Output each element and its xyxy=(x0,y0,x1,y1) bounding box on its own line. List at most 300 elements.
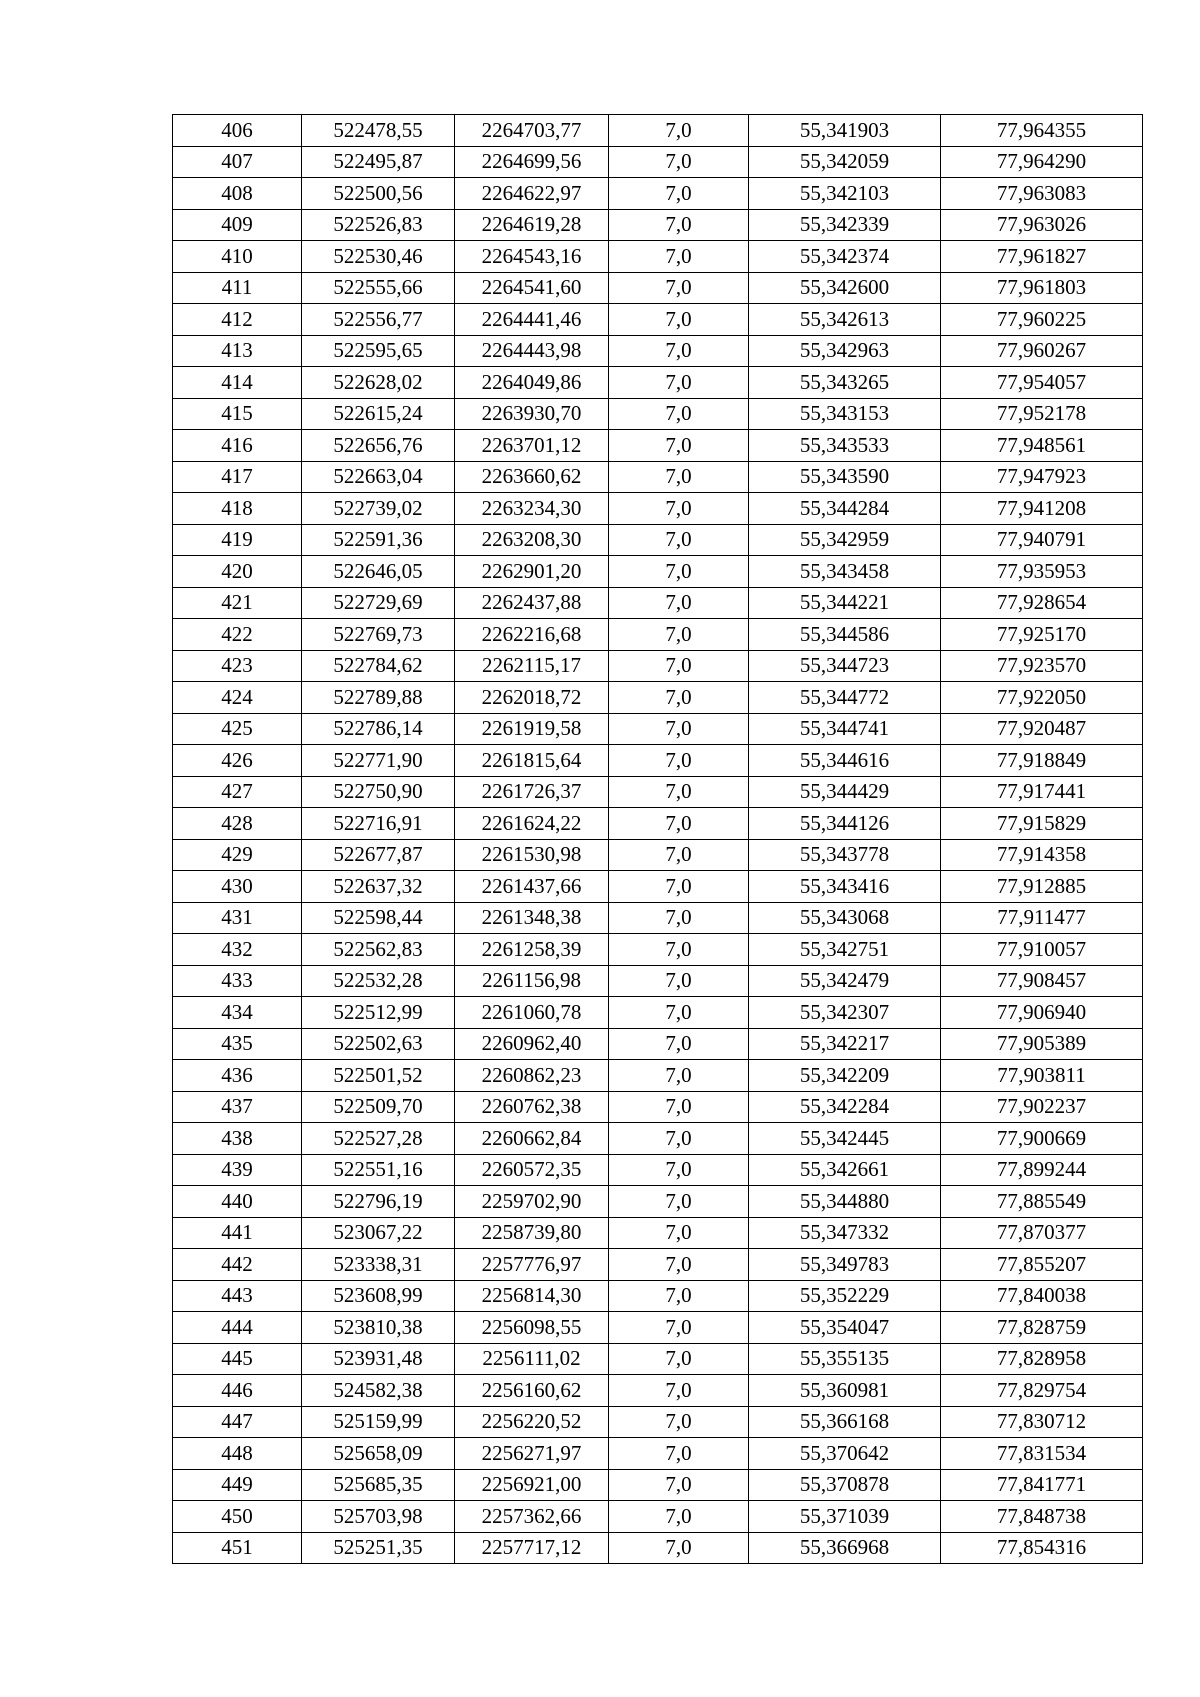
cell-longitude: 77,905389 xyxy=(941,1028,1143,1060)
table-row xyxy=(173,115,1143,147)
cell-longitude: 77,831534 xyxy=(941,1438,1143,1470)
cell-point-number: 421 xyxy=(173,587,302,619)
cell-value: 7,0 xyxy=(609,1123,749,1155)
cell-x-coordinate: 522796,19 xyxy=(302,1186,455,1218)
cell-y-coordinate: 2264443,98 xyxy=(455,335,609,367)
cell-point-number: 442 xyxy=(173,1249,302,1281)
cell-x-coordinate: 522789,88 xyxy=(302,682,455,714)
cell-y-coordinate: 2262901,20 xyxy=(455,556,609,588)
cell-x-coordinate: 522628,02 xyxy=(302,367,455,399)
cell-latitude: 55,342103 xyxy=(749,178,941,210)
cell-longitude: 77,923570 xyxy=(941,650,1143,682)
cell-latitude: 55,343458 xyxy=(749,556,941,588)
table-row xyxy=(173,1343,1143,1375)
cell-point-number: 436 xyxy=(173,1060,302,1092)
cell-y-coordinate: 2257362,66 xyxy=(455,1501,609,1533)
cell-point-number: 443 xyxy=(173,1280,302,1312)
cell-value: 7,0 xyxy=(609,839,749,871)
cell-point-number: 416 xyxy=(173,430,302,462)
cell-longitude: 77,828759 xyxy=(941,1312,1143,1344)
cell-x-coordinate: 522729,69 xyxy=(302,587,455,619)
table-row xyxy=(173,587,1143,619)
table-row xyxy=(173,524,1143,556)
table-row xyxy=(173,682,1143,714)
cell-x-coordinate: 523338,31 xyxy=(302,1249,455,1281)
cell-y-coordinate: 2262115,17 xyxy=(455,650,609,682)
cell-x-coordinate: 522646,05 xyxy=(302,556,455,588)
cell-latitude: 55,342600 xyxy=(749,272,941,304)
table-row xyxy=(173,1501,1143,1533)
cell-longitude: 77,903811 xyxy=(941,1060,1143,1092)
cell-x-coordinate: 522509,70 xyxy=(302,1091,455,1123)
cell-x-coordinate: 522598,44 xyxy=(302,902,455,934)
cell-x-coordinate: 522739,02 xyxy=(302,493,455,525)
cell-longitude: 77,941208 xyxy=(941,493,1143,525)
cell-y-coordinate: 2258739,80 xyxy=(455,1217,609,1249)
cell-x-coordinate: 522769,73 xyxy=(302,619,455,651)
cell-longitude: 77,848738 xyxy=(941,1501,1143,1533)
cell-latitude: 55,344723 xyxy=(749,650,941,682)
cell-latitude: 55,344126 xyxy=(749,808,941,840)
cell-longitude: 77,914358 xyxy=(941,839,1143,871)
table-row xyxy=(173,619,1143,651)
cell-point-number: 408 xyxy=(173,178,302,210)
cell-point-number: 438 xyxy=(173,1123,302,1155)
cell-point-number: 432 xyxy=(173,934,302,966)
cell-y-coordinate: 2261726,37 xyxy=(455,776,609,808)
cell-x-coordinate: 525251,35 xyxy=(302,1532,455,1564)
cell-value: 7,0 xyxy=(609,1186,749,1218)
cell-value: 7,0 xyxy=(609,1312,749,1344)
table-row xyxy=(173,1469,1143,1501)
cell-point-number: 445 xyxy=(173,1343,302,1375)
cell-latitude: 55,342307 xyxy=(749,997,941,1029)
cell-value: 7,0 xyxy=(609,1028,749,1060)
table-row xyxy=(173,1060,1143,1092)
cell-point-number: 429 xyxy=(173,839,302,871)
cell-point-number: 415 xyxy=(173,398,302,430)
cell-value: 7,0 xyxy=(609,965,749,997)
table-row xyxy=(173,304,1143,336)
cell-value: 7,0 xyxy=(609,1249,749,1281)
cell-latitude: 55,341903 xyxy=(749,115,941,147)
cell-y-coordinate: 2261258,39 xyxy=(455,934,609,966)
cell-longitude: 77,948561 xyxy=(941,430,1143,462)
table-row xyxy=(173,871,1143,903)
cell-latitude: 55,344741 xyxy=(749,713,941,745)
cell-y-coordinate: 2262216,68 xyxy=(455,619,609,651)
cell-y-coordinate: 2264049,86 xyxy=(455,367,609,399)
cell-value: 7,0 xyxy=(609,776,749,808)
cell-x-coordinate: 522656,76 xyxy=(302,430,455,462)
cell-y-coordinate: 2261530,98 xyxy=(455,839,609,871)
cell-y-coordinate: 2262437,88 xyxy=(455,587,609,619)
cell-y-coordinate: 2256814,30 xyxy=(455,1280,609,1312)
cell-longitude: 77,828958 xyxy=(941,1343,1143,1375)
cell-longitude: 77,954057 xyxy=(941,367,1143,399)
cell-x-coordinate: 522512,99 xyxy=(302,997,455,1029)
cell-x-coordinate: 522526,83 xyxy=(302,209,455,241)
cell-x-coordinate: 522562,83 xyxy=(302,934,455,966)
cell-longitude: 77,940791 xyxy=(941,524,1143,556)
cell-x-coordinate: 522786,14 xyxy=(302,713,455,745)
cell-point-number: 422 xyxy=(173,619,302,651)
cell-latitude: 55,342339 xyxy=(749,209,941,241)
cell-y-coordinate: 2260572,35 xyxy=(455,1154,609,1186)
cell-value: 7,0 xyxy=(609,178,749,210)
table-row xyxy=(173,367,1143,399)
cell-x-coordinate: 522502,63 xyxy=(302,1028,455,1060)
cell-latitude: 55,342613 xyxy=(749,304,941,336)
table-row xyxy=(173,398,1143,430)
cell-latitude: 55,342479 xyxy=(749,965,941,997)
cell-value: 7,0 xyxy=(609,209,749,241)
cell-y-coordinate: 2263208,30 xyxy=(455,524,609,556)
cell-longitude: 77,900669 xyxy=(941,1123,1143,1155)
cell-y-coordinate: 2263701,12 xyxy=(455,430,609,462)
table-row xyxy=(173,1091,1143,1123)
cell-y-coordinate: 2261156,98 xyxy=(455,965,609,997)
cell-x-coordinate: 522677,87 xyxy=(302,839,455,871)
cell-x-coordinate: 525703,98 xyxy=(302,1501,455,1533)
cell-y-coordinate: 2264441,46 xyxy=(455,304,609,336)
cell-x-coordinate: 522716,91 xyxy=(302,808,455,840)
cell-y-coordinate: 2256220,52 xyxy=(455,1406,609,1438)
table-row xyxy=(173,650,1143,682)
cell-value: 7,0 xyxy=(609,1091,749,1123)
table-row xyxy=(173,902,1143,934)
cell-y-coordinate: 2257776,97 xyxy=(455,1249,609,1281)
cell-value: 7,0 xyxy=(609,997,749,1029)
cell-latitude: 55,342284 xyxy=(749,1091,941,1123)
cell-y-coordinate: 2256271,97 xyxy=(455,1438,609,1470)
cell-x-coordinate: 522750,90 xyxy=(302,776,455,808)
cell-point-number: 413 xyxy=(173,335,302,367)
cell-value: 7,0 xyxy=(609,1532,749,1564)
cell-point-number: 437 xyxy=(173,1091,302,1123)
table-row xyxy=(173,965,1143,997)
table-row xyxy=(173,556,1143,588)
cell-x-coordinate: 523608,99 xyxy=(302,1280,455,1312)
cell-point-number: 434 xyxy=(173,997,302,1029)
cell-longitude: 77,912885 xyxy=(941,871,1143,903)
cell-point-number: 448 xyxy=(173,1438,302,1470)
cell-longitude: 77,840038 xyxy=(941,1280,1143,1312)
cell-x-coordinate: 522527,28 xyxy=(302,1123,455,1155)
table-row xyxy=(173,461,1143,493)
cell-latitude: 55,355135 xyxy=(749,1343,941,1375)
cell-longitude: 77,961827 xyxy=(941,241,1143,273)
cell-longitude: 77,855207 xyxy=(941,1249,1143,1281)
cell-longitude: 77,830712 xyxy=(941,1406,1143,1438)
cell-point-number: 446 xyxy=(173,1375,302,1407)
cell-y-coordinate: 2264622,97 xyxy=(455,178,609,210)
cell-latitude: 55,360981 xyxy=(749,1375,941,1407)
cell-longitude: 77,947923 xyxy=(941,461,1143,493)
cell-x-coordinate: 522637,32 xyxy=(302,871,455,903)
cell-point-number: 441 xyxy=(173,1217,302,1249)
cell-point-number: 412 xyxy=(173,304,302,336)
cell-longitude: 77,915829 xyxy=(941,808,1143,840)
cell-longitude: 77,935953 xyxy=(941,556,1143,588)
cell-longitude: 77,854316 xyxy=(941,1532,1143,1564)
cell-y-coordinate: 2261348,38 xyxy=(455,902,609,934)
cell-point-number: 451 xyxy=(173,1532,302,1564)
table-row xyxy=(173,808,1143,840)
cell-y-coordinate: 2260762,38 xyxy=(455,1091,609,1123)
cell-point-number: 418 xyxy=(173,493,302,525)
table-row xyxy=(173,178,1143,210)
cell-point-number: 417 xyxy=(173,461,302,493)
cell-x-coordinate: 522500,56 xyxy=(302,178,455,210)
cell-x-coordinate: 523067,22 xyxy=(302,1217,455,1249)
cell-point-number: 423 xyxy=(173,650,302,682)
cell-value: 7,0 xyxy=(609,587,749,619)
table-row xyxy=(173,493,1143,525)
cell-latitude: 55,343416 xyxy=(749,871,941,903)
cell-latitude: 55,342374 xyxy=(749,241,941,273)
cell-value: 7,0 xyxy=(609,1501,749,1533)
cell-point-number: 431 xyxy=(173,902,302,934)
cell-y-coordinate: 2264699,56 xyxy=(455,146,609,178)
cell-value: 7,0 xyxy=(609,367,749,399)
cell-point-number: 411 xyxy=(173,272,302,304)
coordinates-table-body xyxy=(173,115,1143,1564)
cell-longitude: 77,960267 xyxy=(941,335,1143,367)
cell-point-number: 407 xyxy=(173,146,302,178)
table-row xyxy=(173,1375,1143,1407)
table-row xyxy=(173,1532,1143,1564)
cell-x-coordinate: 522555,66 xyxy=(302,272,455,304)
cell-point-number: 440 xyxy=(173,1186,302,1218)
cell-point-number: 409 xyxy=(173,209,302,241)
cell-x-coordinate: 525159,99 xyxy=(302,1406,455,1438)
cell-x-coordinate: 524582,38 xyxy=(302,1375,455,1407)
cell-value: 7,0 xyxy=(609,272,749,304)
table-row xyxy=(173,1438,1143,1470)
cell-latitude: 55,344284 xyxy=(749,493,941,525)
table-row xyxy=(173,776,1143,808)
cell-x-coordinate: 522771,90 xyxy=(302,745,455,777)
table-row xyxy=(173,1312,1143,1344)
cell-longitude: 77,961803 xyxy=(941,272,1143,304)
cell-value: 7,0 xyxy=(609,1280,749,1312)
table-row xyxy=(173,1123,1143,1155)
cell-latitude: 55,343153 xyxy=(749,398,941,430)
cell-value: 7,0 xyxy=(609,1438,749,1470)
cell-value: 7,0 xyxy=(609,902,749,934)
cell-latitude: 55,344221 xyxy=(749,587,941,619)
cell-value: 7,0 xyxy=(609,934,749,966)
cell-y-coordinate: 2261437,66 xyxy=(455,871,609,903)
cell-value: 7,0 xyxy=(609,146,749,178)
table-row xyxy=(173,1406,1143,1438)
cell-y-coordinate: 2260962,40 xyxy=(455,1028,609,1060)
cell-y-coordinate: 2261919,58 xyxy=(455,713,609,745)
cell-longitude: 77,963026 xyxy=(941,209,1143,241)
cell-longitude: 77,917441 xyxy=(941,776,1143,808)
cell-longitude: 77,964355 xyxy=(941,115,1143,147)
cell-x-coordinate: 525658,09 xyxy=(302,1438,455,1470)
cell-y-coordinate: 2261815,64 xyxy=(455,745,609,777)
cell-value: 7,0 xyxy=(609,1154,749,1186)
cell-y-coordinate: 2257717,12 xyxy=(455,1532,609,1564)
cell-value: 7,0 xyxy=(609,1217,749,1249)
cell-latitude: 55,344772 xyxy=(749,682,941,714)
cell-longitude: 77,906940 xyxy=(941,997,1143,1029)
cell-latitude: 55,354047 xyxy=(749,1312,941,1344)
cell-x-coordinate: 523931,48 xyxy=(302,1343,455,1375)
cell-x-coordinate: 523810,38 xyxy=(302,1312,455,1344)
cell-latitude: 55,342959 xyxy=(749,524,941,556)
cell-latitude: 55,347332 xyxy=(749,1217,941,1249)
cell-longitude: 77,899244 xyxy=(941,1154,1143,1186)
cell-value: 7,0 xyxy=(609,461,749,493)
table-row xyxy=(173,241,1143,273)
cell-point-number: 420 xyxy=(173,556,302,588)
cell-value: 7,0 xyxy=(609,619,749,651)
table-row xyxy=(173,430,1143,462)
cell-value: 7,0 xyxy=(609,650,749,682)
cell-latitude: 55,342751 xyxy=(749,934,941,966)
cell-x-coordinate: 522530,46 xyxy=(302,241,455,273)
cell-y-coordinate: 2260662,84 xyxy=(455,1123,609,1155)
cell-longitude: 77,885549 xyxy=(941,1186,1143,1218)
cell-longitude: 77,928654 xyxy=(941,587,1143,619)
cell-value: 7,0 xyxy=(609,745,749,777)
cell-longitude: 77,918849 xyxy=(941,745,1143,777)
cell-latitude: 55,352229 xyxy=(749,1280,941,1312)
cell-value: 7,0 xyxy=(609,713,749,745)
cell-latitude: 55,344586 xyxy=(749,619,941,651)
cell-point-number: 430 xyxy=(173,871,302,903)
table-row xyxy=(173,335,1143,367)
cell-y-coordinate: 2260862,23 xyxy=(455,1060,609,1092)
cell-value: 7,0 xyxy=(609,524,749,556)
cell-longitude: 77,829754 xyxy=(941,1375,1143,1407)
cell-latitude: 55,343590 xyxy=(749,461,941,493)
cell-latitude: 55,344880 xyxy=(749,1186,941,1218)
cell-value: 7,0 xyxy=(609,556,749,588)
cell-point-number: 444 xyxy=(173,1312,302,1344)
cell-x-coordinate: 522501,52 xyxy=(302,1060,455,1092)
cell-point-number: 427 xyxy=(173,776,302,808)
cell-point-number: 433 xyxy=(173,965,302,997)
cell-x-coordinate: 522556,77 xyxy=(302,304,455,336)
cell-latitude: 55,342059 xyxy=(749,146,941,178)
cell-longitude: 77,925170 xyxy=(941,619,1143,651)
cell-latitude: 55,342217 xyxy=(749,1028,941,1060)
cell-value: 7,0 xyxy=(609,1375,749,1407)
table-row xyxy=(173,713,1143,745)
cell-y-coordinate: 2263660,62 xyxy=(455,461,609,493)
cell-longitude: 77,964290 xyxy=(941,146,1143,178)
table-row xyxy=(173,1186,1143,1218)
cell-x-coordinate: 522478,55 xyxy=(302,115,455,147)
table-row xyxy=(173,1249,1143,1281)
cell-latitude: 55,343778 xyxy=(749,839,941,871)
cell-latitude: 55,370878 xyxy=(749,1469,941,1501)
cell-value: 7,0 xyxy=(609,1469,749,1501)
table-row xyxy=(173,146,1143,178)
cell-x-coordinate: 522663,04 xyxy=(302,461,455,493)
cell-x-coordinate: 525685,35 xyxy=(302,1469,455,1501)
cell-y-coordinate: 2262018,72 xyxy=(455,682,609,714)
cell-latitude: 55,349783 xyxy=(749,1249,941,1281)
cell-longitude: 77,960225 xyxy=(941,304,1143,336)
cell-point-number: 419 xyxy=(173,524,302,556)
cell-y-coordinate: 2256098,55 xyxy=(455,1312,609,1344)
cell-longitude: 77,911477 xyxy=(941,902,1143,934)
table-row xyxy=(173,997,1143,1029)
table-row xyxy=(173,1217,1143,1249)
cell-latitude: 55,342661 xyxy=(749,1154,941,1186)
table-row xyxy=(173,934,1143,966)
cell-y-coordinate: 2256921,00 xyxy=(455,1469,609,1501)
cell-latitude: 55,366968 xyxy=(749,1532,941,1564)
cell-value: 7,0 xyxy=(609,241,749,273)
cell-value: 7,0 xyxy=(609,115,749,147)
cell-y-coordinate: 2256111,02 xyxy=(455,1343,609,1375)
table-row xyxy=(173,745,1143,777)
table-row xyxy=(173,1028,1143,1060)
cell-x-coordinate: 522784,62 xyxy=(302,650,455,682)
cell-point-number: 425 xyxy=(173,713,302,745)
cell-longitude: 77,902237 xyxy=(941,1091,1143,1123)
cell-longitude: 77,963083 xyxy=(941,178,1143,210)
cell-latitude: 55,343265 xyxy=(749,367,941,399)
table-row xyxy=(173,1154,1143,1186)
cell-latitude: 55,342445 xyxy=(749,1123,941,1155)
cell-value: 7,0 xyxy=(609,808,749,840)
cell-point-number: 426 xyxy=(173,745,302,777)
cell-longitude: 77,908457 xyxy=(941,965,1143,997)
cell-longitude: 77,910057 xyxy=(941,934,1143,966)
cell-latitude: 55,342963 xyxy=(749,335,941,367)
cell-y-coordinate: 2264619,28 xyxy=(455,209,609,241)
cell-value: 7,0 xyxy=(609,1060,749,1092)
cell-x-coordinate: 522615,24 xyxy=(302,398,455,430)
cell-point-number: 410 xyxy=(173,241,302,273)
cell-y-coordinate: 2264543,16 xyxy=(455,241,609,273)
cell-value: 7,0 xyxy=(609,493,749,525)
cell-latitude: 55,366168 xyxy=(749,1406,941,1438)
cell-y-coordinate: 2261624,22 xyxy=(455,808,609,840)
cell-x-coordinate: 522551,16 xyxy=(302,1154,455,1186)
cell-value: 7,0 xyxy=(609,398,749,430)
table-row xyxy=(173,839,1143,871)
cell-latitude: 55,343533 xyxy=(749,430,941,462)
cell-point-number: 449 xyxy=(173,1469,302,1501)
cell-value: 7,0 xyxy=(609,335,749,367)
cell-y-coordinate: 2259702,90 xyxy=(455,1186,609,1218)
cell-x-coordinate: 522495,87 xyxy=(302,146,455,178)
cell-point-number: 439 xyxy=(173,1154,302,1186)
cell-value: 7,0 xyxy=(609,304,749,336)
cell-longitude: 77,952178 xyxy=(941,398,1143,430)
cell-point-number: 406 xyxy=(173,115,302,147)
cell-y-coordinate: 2256160,62 xyxy=(455,1375,609,1407)
coordinates-table xyxy=(172,114,1143,1564)
cell-point-number: 424 xyxy=(173,682,302,714)
table-row xyxy=(173,1280,1143,1312)
cell-y-coordinate: 2264541,60 xyxy=(455,272,609,304)
cell-longitude: 77,922050 xyxy=(941,682,1143,714)
cell-value: 7,0 xyxy=(609,1343,749,1375)
cell-latitude: 55,344616 xyxy=(749,745,941,777)
cell-latitude: 55,370642 xyxy=(749,1438,941,1470)
cell-value: 7,0 xyxy=(609,1406,749,1438)
